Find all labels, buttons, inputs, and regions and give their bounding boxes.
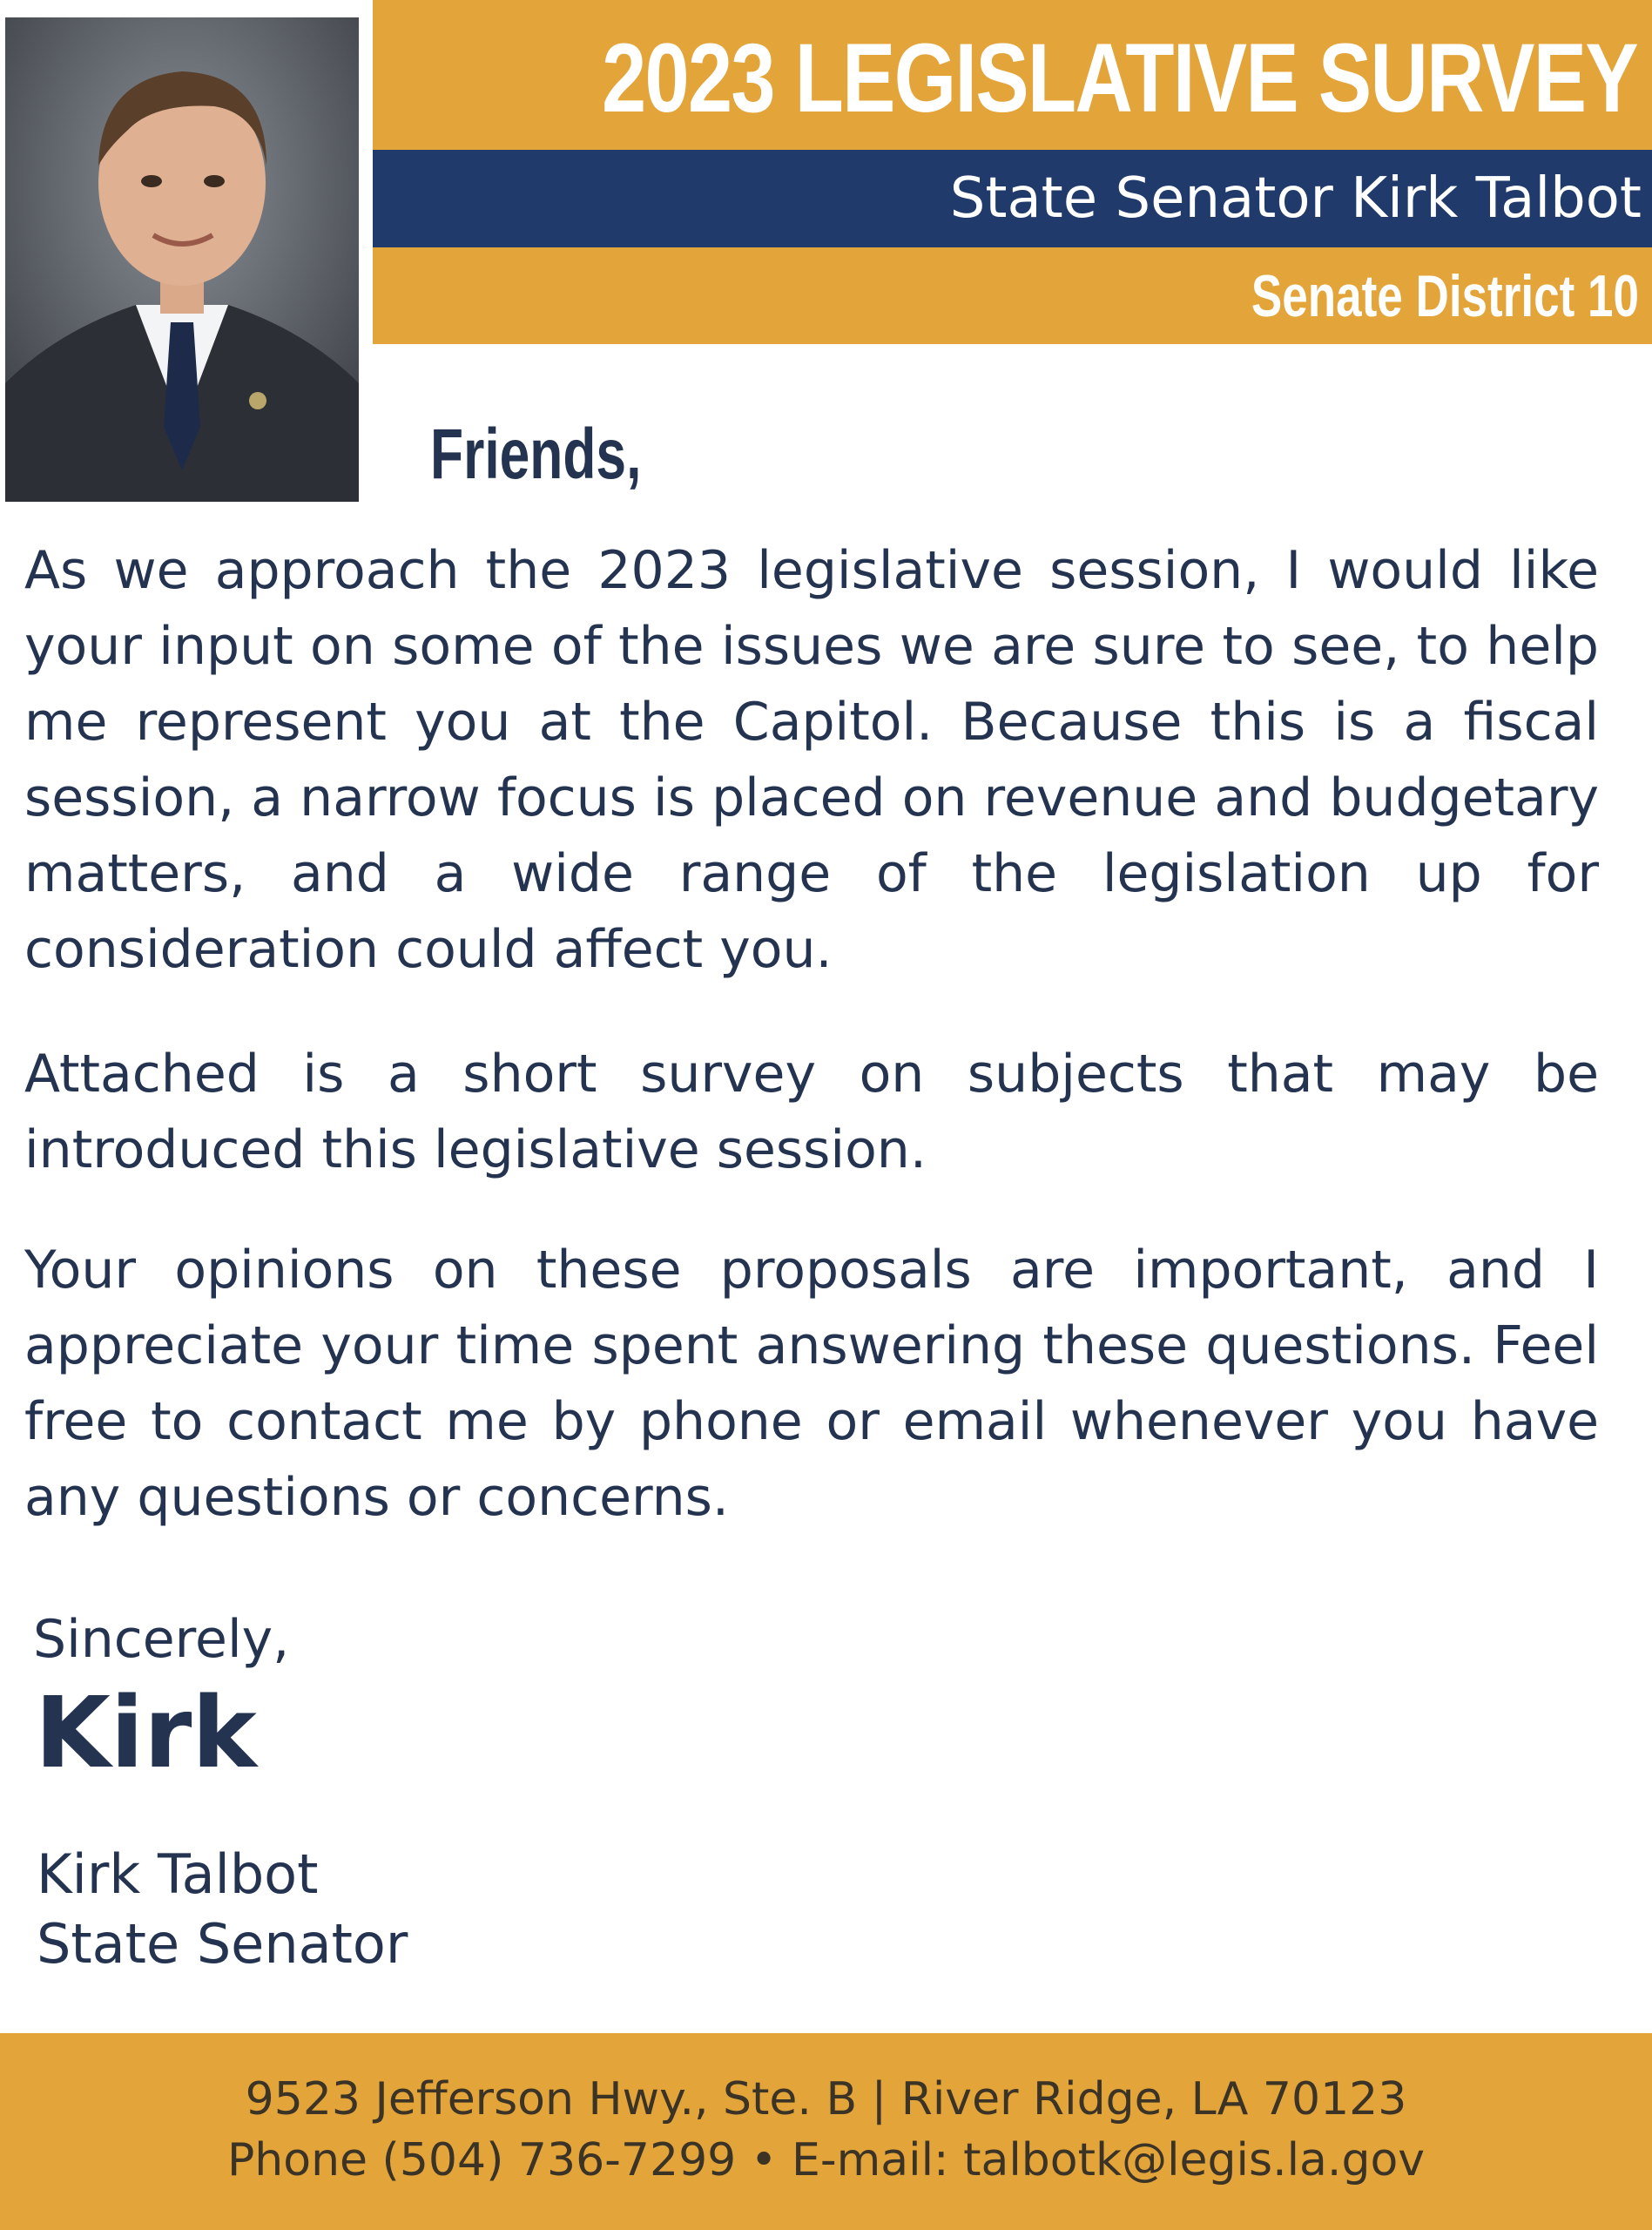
contact-info: Phone (504) 736-7299 • E-mail: talbotk@legis.la.gov [226, 2134, 1426, 2186]
signer-name: Kirk Talbot [37, 1842, 319, 1906]
district-label: Senate District 10 [1251, 263, 1639, 329]
senator-portrait [5, 17, 359, 502]
senator-subtitle: State Senator Kirk Talbot [949, 166, 1642, 231]
letter-paragraph-contact: Your opinions on these proposals are important, and I appreciate your time spent answering these questions. Feel free to contact me by phone or email whenever you have any questions or concerns. [24, 1240, 1599, 1528]
letter-paragraph-intro: As we approach the 2023 legislative session, I would like your input on some of the issues we are sure to see, to help me represent you at the Capitol. Because this is a fiscal session, a narrow focus is placed on revenue and budgetary matters, and a wide range of the legislation up for consideration could affect you. [24, 540, 1599, 980]
subtitle-band [370, 150, 1652, 247]
portrait-frame [0, 0, 373, 509]
letter-greeting: Friends, [430, 415, 642, 494]
footer-banner [0, 2033, 1652, 2230]
letter-signature: Kirk [35, 1677, 257, 1790]
office-address: 9523 Jefferson Hwy., Ste. B | River Ridge, LA 70123 [245, 2073, 1407, 2125]
letter-closing: Sincerely, [33, 1609, 290, 1670]
signer-title: State Senator [37, 1912, 408, 1976]
letter-paragraph-survey: Attached is a short survey on subjects that may be introduced this legislative session. [24, 1044, 1599, 1180]
survey-title: 2023 LEGISLATIVE SURVEY [602, 24, 1637, 132]
